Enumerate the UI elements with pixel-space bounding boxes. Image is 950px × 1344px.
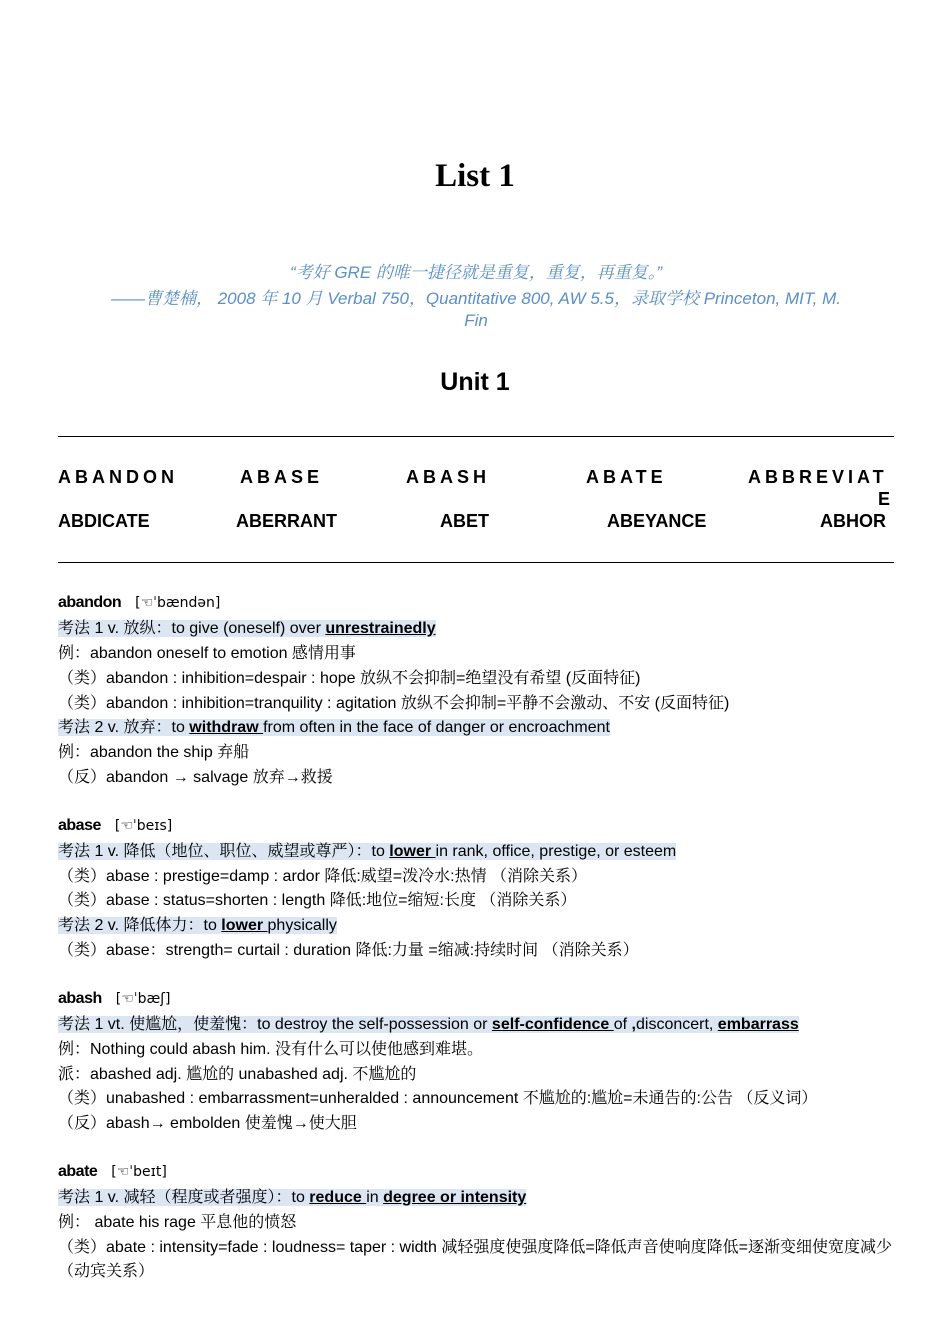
definition-line (58, 1187, 526, 1209)
word-list-item-wrap: E (878, 489, 891, 509)
word-list-item: ABET (440, 511, 489, 531)
definition-text: from often in the face of danger or encroachment (263, 719, 610, 736)
motto-attribution (58, 288, 894, 332)
definition-text: 考法 1 v. 放纵：to give (oneself) over (58, 620, 326, 637)
analogy-line: （类）abase : status=shorten : length 降低:地位=缩短:长度 （消除关系） (58, 892, 577, 909)
headword: abandon (58, 594, 122, 611)
pronunciation: [☜ˈbeɪs] (114, 818, 173, 834)
derivative-line: 派：abashed adj. 尴尬的 unabashed adj. 不尴尬的 (58, 1066, 417, 1083)
word-list-item: ABBREVIAT (748, 467, 888, 487)
page-title: List 1 (435, 158, 515, 194)
pronunciation: [☜ˈbændən] (135, 595, 221, 611)
motto-attribution-wrap: Fin (464, 311, 488, 330)
keyword: unrestrainedly (325, 620, 436, 637)
divider-top (58, 436, 894, 437)
motto-attribution-text: ——曹楚楠， 2008 年 10 月 Verbal 750，Quantitative 800, AW 5.5，录取学校 Princeton, MIT, M. (110, 289, 842, 308)
word-list-item: ABATE (586, 467, 667, 487)
definition-text: 考法 1 vt. 使尴尬，使羞愧：to destroy the self-possession or (58, 1016, 492, 1033)
analogy-line: （类）abandon : inhibition=tranquility : agitation 放纵不会抑制=平静不会激动、不安 (反面特征) (58, 695, 730, 712)
definition-line (58, 1014, 799, 1036)
word-list-item: ABANDON (58, 467, 178, 487)
keyword: withdraw (189, 719, 264, 736)
keyword: self-confidence (491, 1016, 614, 1033)
definition-text: in rank, office, prestige, or esteem (435, 843, 677, 860)
definition-text: disconcert, (635, 1016, 718, 1033)
definition-text: in (366, 1189, 384, 1206)
analogy-line: （类）unabashed : embarrassment=unheralded : announcement 不尴尬的:尴尬=未通告的:公告 （反义词） (58, 1090, 818, 1107)
analogy-line: （类）abase : prestige=damp : ardor 降低:威望=泼冷水:热情 （消除关系） (58, 868, 588, 885)
keyword: embarrass (717, 1016, 799, 1033)
unit-title: Unit 1 (440, 368, 510, 396)
definition-highlight (58, 917, 337, 934)
example-line: 例：abandon oneself to emotion 感情用事 (58, 645, 356, 662)
definition-text: of (613, 1016, 632, 1033)
motto-quote: “考好 GRE 的唯一捷径就是重复，重复，再重复。” (289, 263, 663, 282)
entry-header (58, 815, 172, 837)
antonym-line: （反）abash→ embolden 使羞愧→使大胆 (58, 1115, 357, 1132)
antonym-line: （反）abandon → salvage 放弃→救援 (58, 769, 333, 786)
headword: abase (58, 817, 101, 834)
keyword: reduce (309, 1189, 367, 1206)
definition-line (58, 915, 337, 937)
word-list-item: ABASE (240, 467, 324, 487)
definition-line (58, 841, 676, 863)
definition-line (58, 717, 610, 739)
entry-header (58, 988, 170, 1010)
keyword: lower (389, 843, 436, 860)
example-line: 例：abandon the ship 弃船 (58, 744, 250, 761)
definition-highlight (58, 1189, 526, 1206)
analogy-line: （类）abase：strength= curtail : duration 降低:力量 =缩减:持续时间 （消除关系） (58, 942, 639, 959)
definition-text: 考法 1 v. 减轻（程度或者强度）：to (58, 1189, 310, 1206)
definition-line (58, 618, 436, 640)
keyword: lower (221, 917, 268, 934)
definition-highlight (58, 620, 436, 637)
definition-highlight (58, 843, 676, 860)
definition-text: 考法 2 v. 放弃：to (58, 719, 190, 736)
analogy-line: （类）abate : intensity=fade : loudness= taper : width 减轻强度使强度降低=降低声音使响度降低=逐渐变细使宽度减少（动宾关系） (58, 1239, 893, 1280)
example-line: 例：Nothing could abash him. 没有什么可以使他感到难堪。 (58, 1041, 484, 1058)
definition-text: 考法 2 v. 降低体力：to (58, 917, 222, 934)
word-list-item: ABDICATE (58, 511, 150, 531)
pronunciation: [☜ˈbæʃ] (115, 991, 171, 1007)
word-list-item: ABEYANCE (607, 511, 707, 531)
keyword: degree or intensity (383, 1189, 527, 1206)
divider-bottom (58, 562, 894, 563)
definition-highlight (58, 719, 610, 736)
example-line: 例： abate his rage 平息他的愤怒 (58, 1214, 297, 1231)
word-list-item: ABHOR (820, 511, 886, 531)
definition-text: , (631, 1016, 636, 1033)
analogy-line: （类）abandon : inhibition=despair : hope 放纵不会抑制=绝望没有希望 (反面特征) (58, 670, 641, 687)
definition-text: 考法 1 v. 降低（地位、职位、威望或尊严）：to (58, 843, 390, 860)
definition-text: physically (267, 917, 337, 934)
definition-highlight (58, 1016, 799, 1033)
headword: abate (58, 1163, 98, 1180)
pronunciation: [☜ˈbeɪt] (111, 1164, 167, 1180)
entry-header (58, 592, 220, 614)
word-list-item: ABERRANT (236, 511, 337, 531)
entry-header (58, 1161, 167, 1183)
word-list-item: ABASH (406, 467, 491, 487)
headword: abash (58, 990, 102, 1007)
